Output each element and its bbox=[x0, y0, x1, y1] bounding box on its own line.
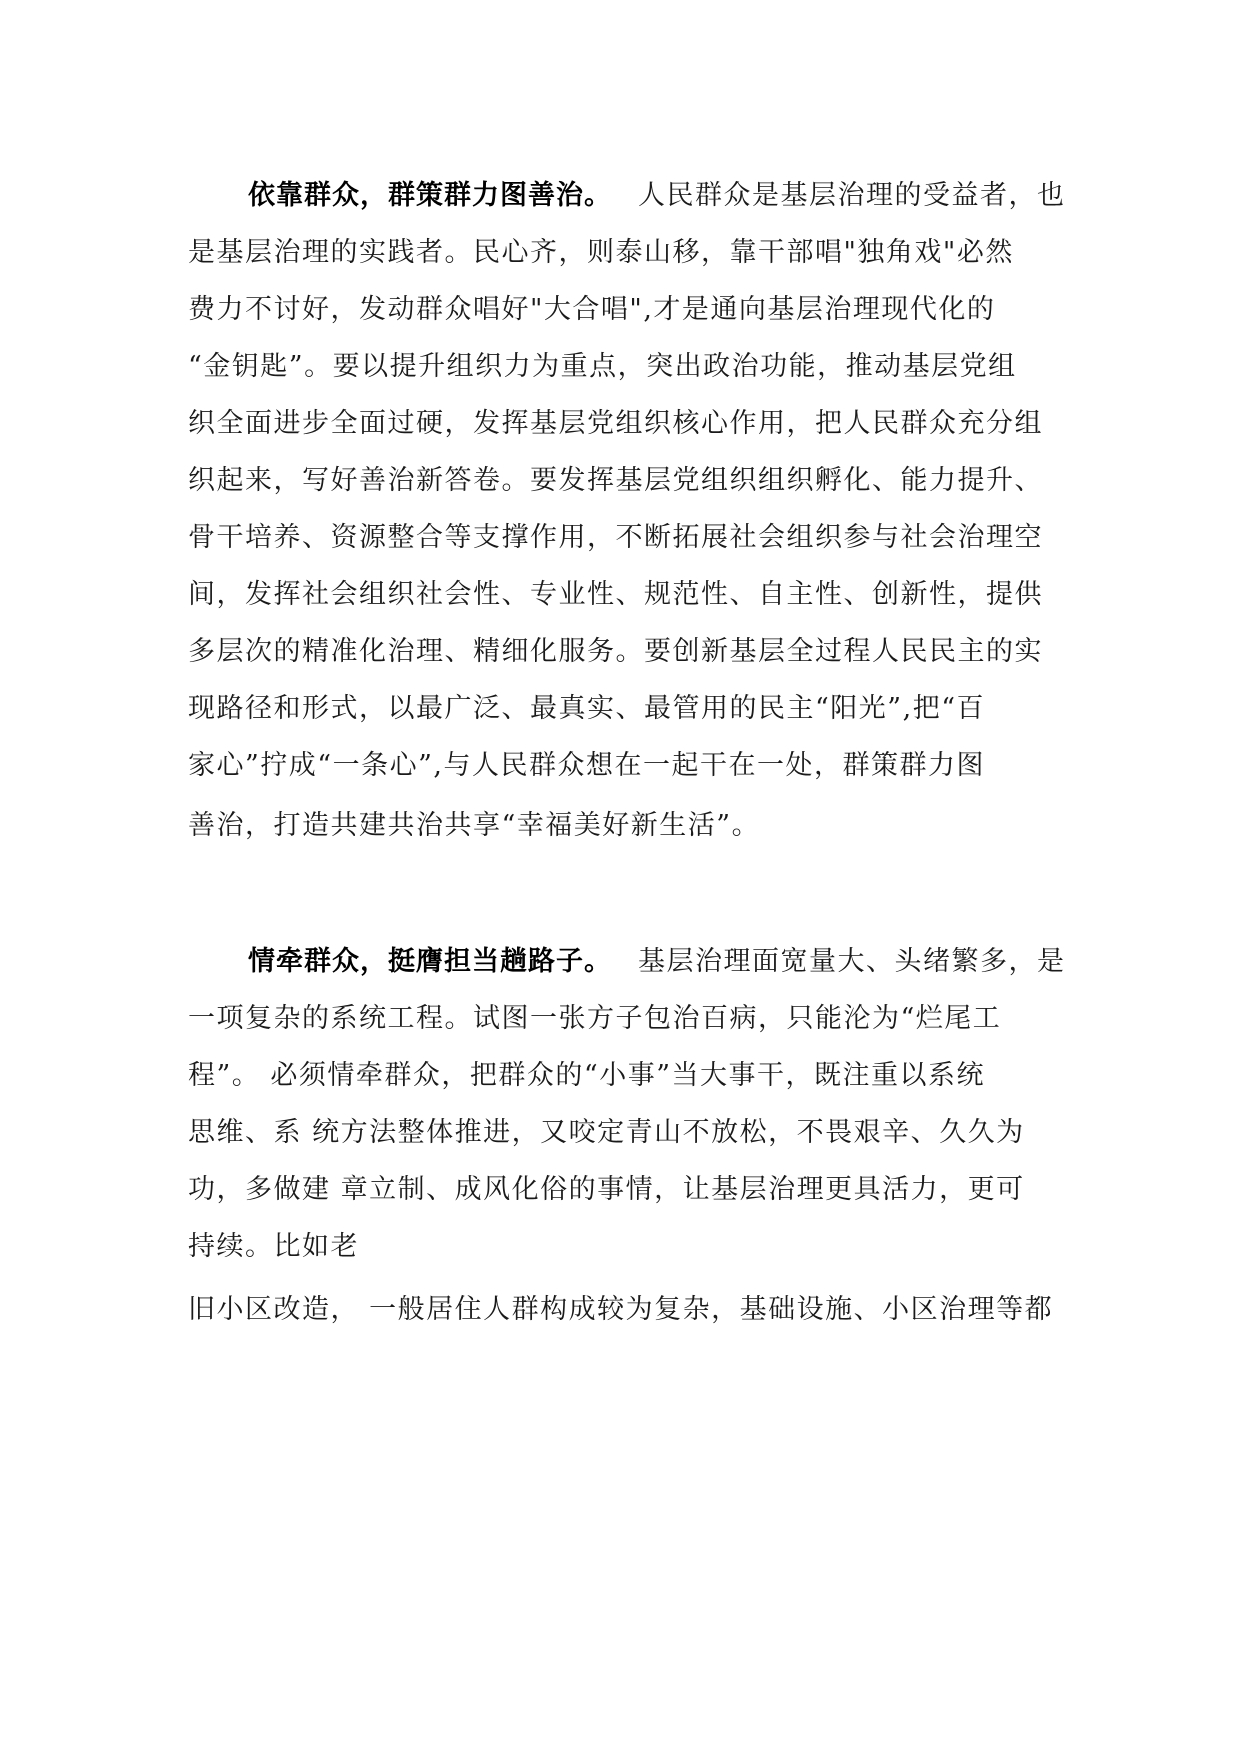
section1-line: 现路径和形式，以最广泛、最真实、最管用的民主“阳光”,把“百 bbox=[188, 693, 985, 724]
section1-first-line bbox=[248, 176, 1068, 216]
section2-line: 持续。比如老 bbox=[188, 1231, 359, 1262]
section1-line: “金钥匙”。要以提升组织力为重点，突出政治功能，推动基层党组 bbox=[188, 351, 1017, 382]
section2-line: 程”。 必须情牵群众，把群众的“小事”当大事干，既注重以系统 bbox=[188, 1060, 985, 1091]
section1-line: 骨干培养、资源整合等支撑作用，不断拓展社会组织参与社会治理空 bbox=[188, 522, 1043, 553]
section1-line: 织全面进步全面过硬，发挥基层党组织核心作用，把人民群众充分组 bbox=[188, 408, 1043, 439]
section1-line: 间，发挥社会组织社会性、专业性、规范性、自主性、创新性，提供 bbox=[188, 579, 1043, 610]
section1-line: 善治，打造共建共治共享“幸福美好新生活”。 bbox=[188, 810, 761, 841]
section2-first-line bbox=[248, 942, 1068, 982]
section1-line: 费力不讨好，发动群众唱好"大合唱",才是通向基层治理现代化的 bbox=[188, 294, 996, 325]
section1-first-line-text: 人民群众是基层治理的受益者，也 bbox=[638, 180, 1066, 211]
section2-line: 旧小区改造， 一般居住人群构成较为复杂，基础设施、小区治理等都 bbox=[188, 1294, 1054, 1325]
section1-line: 家心”拧成“一条心”,与人民群众想在一起干在一处，群策群力图 bbox=[188, 750, 985, 781]
section1-line: 是基层治理的实践者。民心齐，则泰山移，靠干部唱"独角戏"必然 bbox=[188, 237, 1014, 268]
section2-line: 思维、系 统方法整体推进，又咬定青山不放松，不畏艰辛、久久为 bbox=[188, 1117, 1025, 1148]
section1-line: 织起来，写好善治新答卷。要发挥基层党组织组织孵化、能力提升、 bbox=[188, 465, 1043, 496]
section2-line: 一项复杂的系统工程。试图一张方子包治百病，只能沦为“烂尾工 bbox=[188, 1003, 1002, 1034]
section1-heading: 依靠群众，群策群力图善治。 bbox=[248, 180, 612, 211]
section1-line: 多层次的精准化治理、精细化服务。要创新基层全过程人民民主的实 bbox=[188, 636, 1043, 667]
section2-first-line-text: 基层治理面宽量大、头绪繁多，是 bbox=[638, 946, 1066, 977]
section2-heading: 情牵群众，挺膺担当趟路子。 bbox=[248, 946, 612, 977]
section2-line: 功，多做建 章立制、成风化俗的事情，让基层治理更具活力，更可 bbox=[188, 1174, 1025, 1205]
